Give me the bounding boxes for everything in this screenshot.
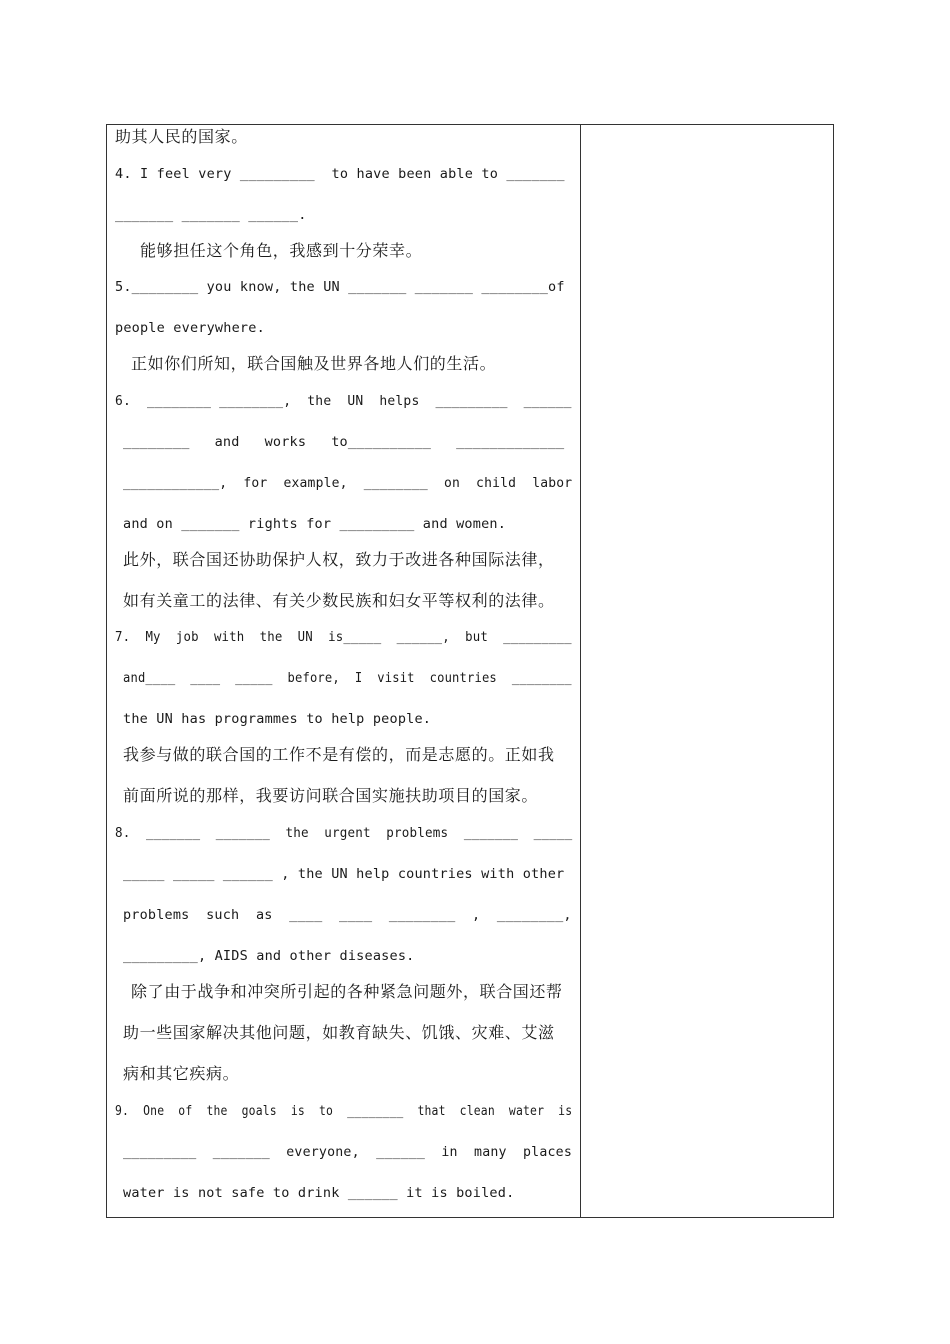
item-8-line-1: 8. _______ _______ the urgent problems _______ _____ [115, 825, 573, 841]
item-8-translation-3: 病和其它疾病。 [123, 1064, 240, 1083]
item-9-line-3: water is not safe to drink ______ it is boiled. [123, 1185, 515, 1201]
item-9-line-2: _________ _______ everyone, ______ in many places [123, 1144, 573, 1160]
item-5-line-1: 5.________ you know, the UN _______ _______ ________of [115, 279, 565, 295]
item-6-line-2: ________ and works to__________ _____________ [123, 434, 565, 450]
item-8-line-4: _________, AIDS and other diseases. [123, 948, 415, 964]
item-4-line-1: 4. I feel very _________ to have been able to _______ [115, 166, 565, 182]
item-7-line-2: and____ ____ _____ before, I visit countries ________ [123, 670, 572, 686]
notes-column [581, 125, 833, 1217]
item-6-line-1: 6. ________ ________, the UN helps _________ ______ [115, 393, 572, 409]
item-8-translation-1: 除了由于战争和冲突所引起的各种紧急问题外，联合国还帮 [131, 982, 563, 1001]
item-9-line-1: 9. One of the goals is to ________ that clean water is [115, 1103, 573, 1119]
item-7-translation-1: 我参与做的联合国的工作不是有偿的，而是志愿的。正如我 [123, 745, 555, 764]
item-5-translation: 正如你们所知，联合国触及世界各地人们的生活。 [131, 354, 497, 373]
item-6-line-4: and on _______ rights for _________ and women. [123, 516, 507, 532]
item-7-line-3: the UN has programmes to help people. [123, 711, 432, 727]
item-8-line-2: _____ _____ ______ , the UN help countries with other [123, 866, 565, 882]
text-line-1: 助其人民的国家。 [115, 127, 248, 146]
item-6-line-3: ____________, for example, ________ on child labor [123, 475, 573, 491]
item-6-translation-2: 如有关童工的法律、有关少数民族和妇女平等权利的法律。 [123, 591, 555, 610]
item-4-translation: 能够担任这个角色，我感到十分荣幸。 [140, 241, 423, 260]
item-5-line-2: people everywhere. [115, 320, 265, 336]
item-7-translation-2: 前面所说的那样，我要访问联合国实施扶助项目的国家。 [123, 786, 539, 805]
item-6-translation-1: 此外，联合国还协助保护人权，致力于改进各种国际法律， [123, 550, 555, 569]
item-7-line-1: 7. My job with the UN is_____ ______, but _________ [115, 629, 572, 645]
item-8-line-3: problems such as ____ ____ ________ , ________, [123, 907, 572, 923]
item-4-line-2: _______ _______ ______. [115, 207, 307, 223]
item-8-translation-2: 助一些国家解决其他问题，如教育缺失、饥饿、灾难、艾滋 [123, 1023, 555, 1042]
